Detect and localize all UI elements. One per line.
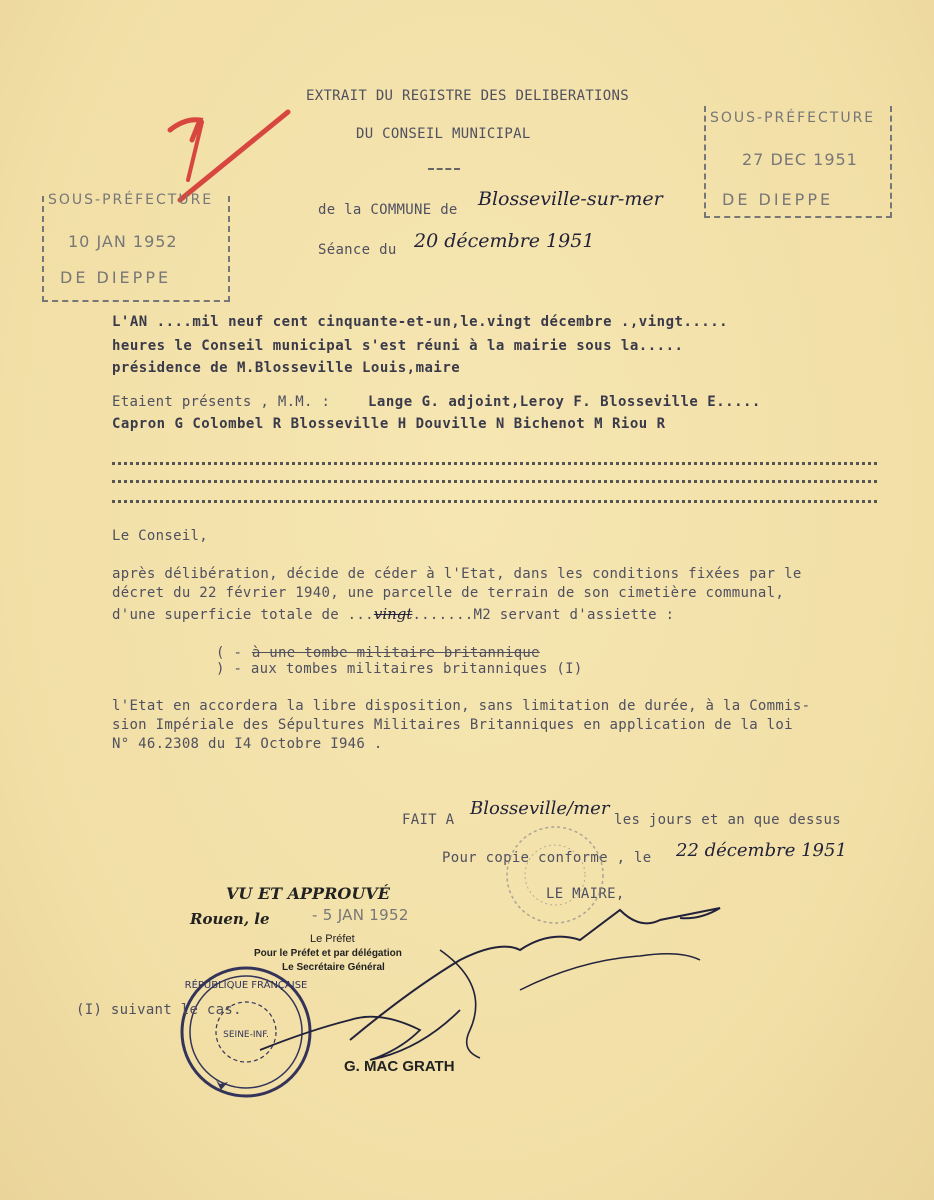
sous-prefecture-stamp-right [704, 106, 892, 218]
conseil-heading: Le Conseil, [112, 528, 209, 544]
opening-line1: L'AN ....mil neuf cent cinquante-et-un,le.vingt décembre .,vingt..... [112, 314, 729, 330]
fait-place: Blosseville/mer [470, 798, 610, 819]
stamp-left-bottom: DE DIEPPE [60, 268, 172, 287]
option-1 [216, 642, 540, 661]
para1-line2: décret du 22 février 1940, une parcelle de terrain de son cimetière communal, [112, 585, 785, 601]
stamp-right-top: SOUS-PRÉFECTURE [710, 110, 876, 126]
para1-line3 [112, 604, 674, 623]
stamp-left-date: 10 JAN 1952 [68, 232, 178, 251]
option-2: ) - aux tombes militaires britanniques (I) [216, 661, 583, 677]
header-divider [428, 168, 460, 170]
present-line1: Lange G. adjoint,Leroy F. Blosseville E..... [368, 394, 761, 410]
opening-line3: présidence de M.Blosseville Louis,maire [112, 360, 461, 376]
commune-value: Blosseville-sur-mer [478, 188, 663, 210]
vu-et-approuve: VU ET APPROUVÉ [226, 884, 390, 903]
prefet-label: Le Préfet [310, 933, 355, 945]
para2-line1: l'Etat en accordera la libre disposition, sans limitation de durée, à la Commis- [112, 698, 811, 714]
signatory-name: G. MAC GRATH [344, 1058, 455, 1075]
para1-line3-start: d'une superficie totale de ... [112, 607, 374, 623]
sous-prefecture-stamp-left [42, 192, 230, 302]
para1-line1: après délibération, décide de céder à l'Etat, dans les conditions fixées par le [112, 566, 802, 582]
rouen-date-stamp: - 5 JAN 1952 [312, 906, 409, 924]
delegation-label: Pour le Préfet et par délégation [254, 948, 402, 959]
stamp-right-date: 27 DEC 1951 [742, 150, 858, 169]
para2-line2: sion Impériale des Sépultures Militaires Britanniques en application de la loi [112, 717, 793, 733]
dotted-line [112, 480, 877, 483]
maire-label: LE MAIRE, [546, 886, 625, 902]
svg-text:RÉPUBLIQUE FRANÇAISE: RÉPUBLIQUE FRANÇAISE [184, 980, 308, 991]
footnote: (I) suivant le cas. [76, 1002, 242, 1018]
svg-text:SEINE-INF.: SEINE-INF. [223, 1030, 269, 1040]
para1-line3-handwritten: vingt [373, 605, 413, 623]
header-title-line1: EXTRAIT DU REGISTRE DES DELIBERATIONS [306, 88, 629, 104]
fait-label: FAIT A [402, 812, 455, 828]
option-1-brace: ( - [216, 645, 243, 661]
para2-line3: N° 46.2308 du I4 Octobre I946 . [112, 736, 383, 752]
seance-label: Séance du [318, 242, 397, 258]
rouen-label: Rouen, le [190, 910, 270, 928]
copie-label: Pour copie conforme , le [442, 850, 652, 866]
para1-line3-end: .......M2 servant d'assiette : [412, 607, 675, 623]
dotted-line [112, 500, 877, 503]
stamp-right-bottom: DE DIEPPE [722, 190, 834, 209]
commune-label: de la COMMUNE de [318, 202, 458, 218]
opening-line2: heures le Conseil municipal s'est réuni à la mairie sous la..... [112, 338, 684, 354]
header-title-line2: DU CONSEIL MUNICIPAL [356, 126, 531, 142]
option-1-struck-text: à une tombe militaire britannique [251, 645, 540, 661]
present-label: Etaient présents , M.M. : [112, 394, 331, 410]
dotted-line [112, 462, 877, 465]
prefecture-signature [250, 990, 480, 1100]
secretaire-label: Le Secrétaire Général [282, 962, 385, 973]
stamp-left-top: SOUS-PRÉFECTURE [48, 192, 214, 208]
fait-tail: les jours et an que dessus [614, 812, 841, 828]
copie-date: 22 décembre 1951 [676, 840, 847, 861]
present-line2: Capron G Colombel R Blosseville H Douville N Bichenot M Riou R [112, 416, 666, 432]
seance-value: 20 décembre 1951 [414, 230, 595, 252]
